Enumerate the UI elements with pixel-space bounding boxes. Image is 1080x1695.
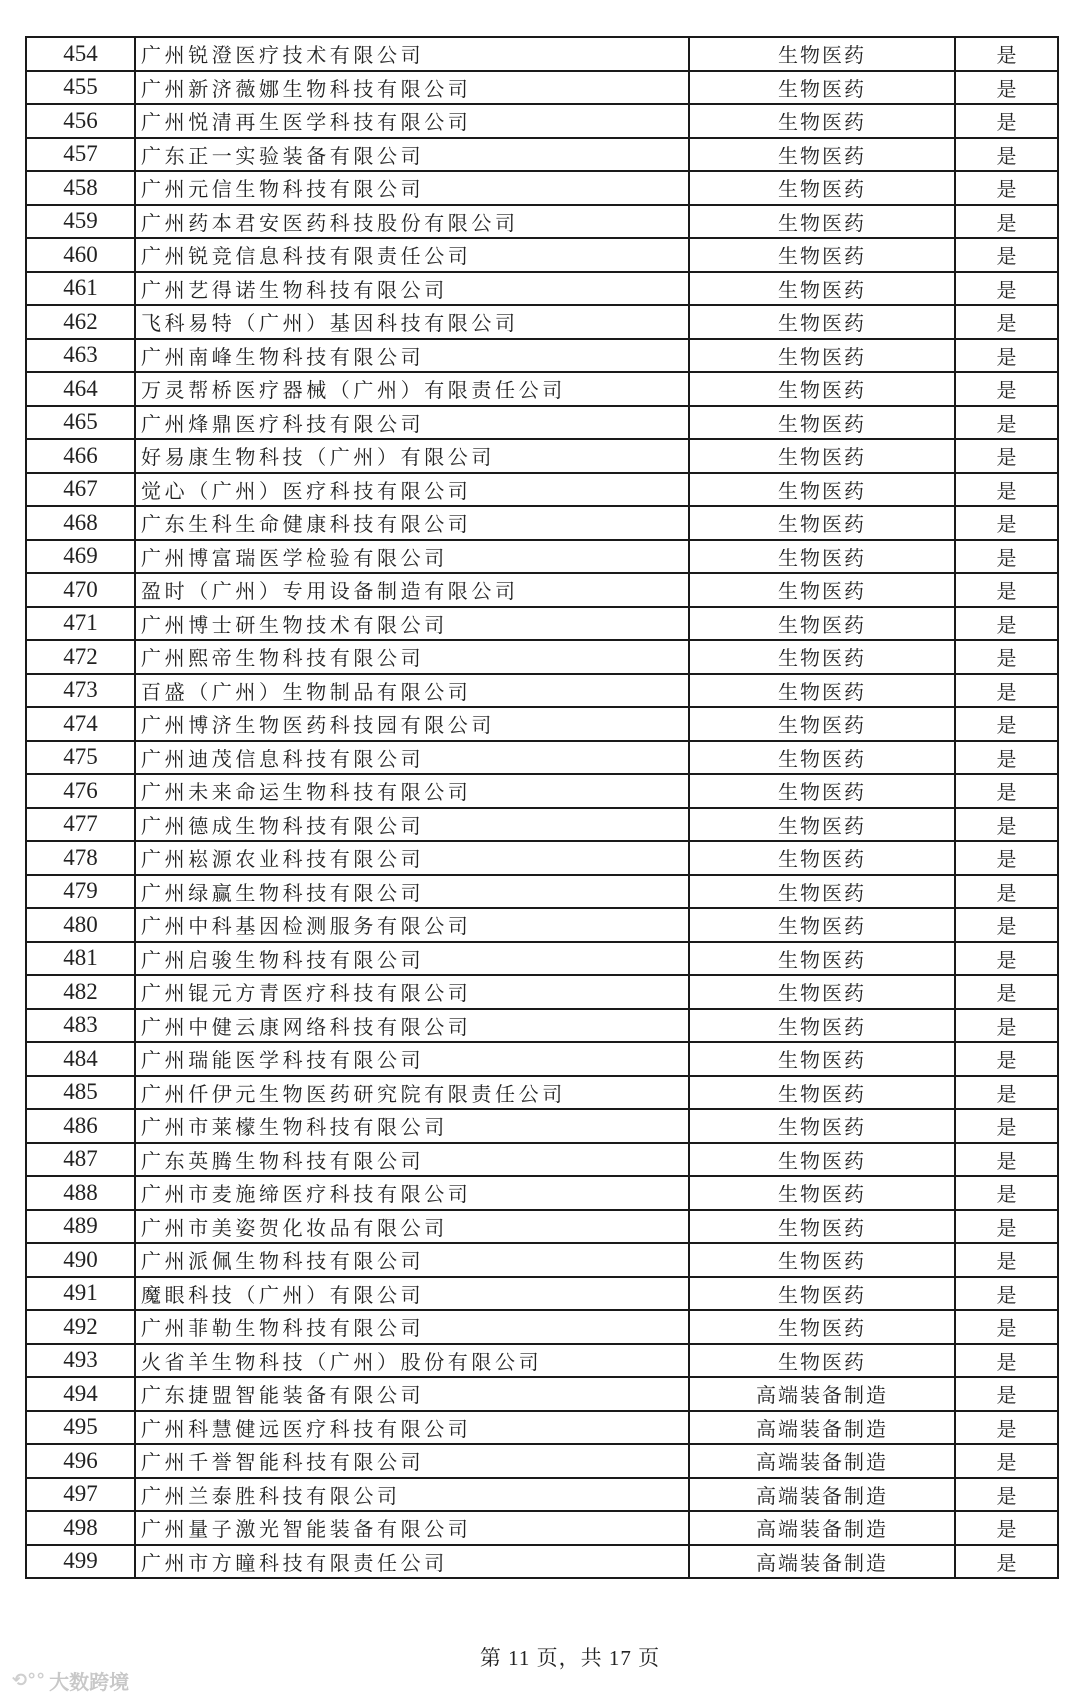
row-number: 464 <box>26 372 135 406</box>
qualified-flag: 是 <box>955 1377 1058 1411</box>
table-row <box>26 841 1058 875</box>
row-number: 486 <box>26 1109 135 1143</box>
industry-field: 生物医药 <box>689 205 955 239</box>
row-number: 457 <box>26 138 135 172</box>
industry-field: 生物医药 <box>689 473 955 507</box>
qualified-flag: 是 <box>955 71 1058 105</box>
qualified-flag: 是 <box>955 439 1058 473</box>
industry-field: 生物医药 <box>689 1210 955 1244</box>
table-row <box>26 339 1058 373</box>
qualified-flag: 是 <box>955 1344 1058 1378</box>
company-name: 广州瑞能医学科技有限公司 <box>135 1042 689 1076</box>
table-row <box>26 138 1058 172</box>
row-number: 454 <box>26 37 135 71</box>
company-name: 广州锐竞信息科技有限责任公司 <box>135 238 689 272</box>
company-name: 火省羊生物科技（广州）股份有限公司 <box>135 1344 689 1378</box>
qualified-flag: 是 <box>955 406 1058 440</box>
company-name: 广州艺得诺生物科技有限公司 <box>135 272 689 306</box>
table-row <box>26 674 1058 708</box>
qualified-flag: 是 <box>955 808 1058 842</box>
table-row <box>26 272 1058 306</box>
qualified-flag: 是 <box>955 1310 1058 1344</box>
row-number: 478 <box>26 841 135 875</box>
industry-field: 生物医药 <box>689 808 955 842</box>
table-row <box>26 908 1058 942</box>
qualified-flag: 是 <box>955 607 1058 641</box>
table-row <box>26 1243 1058 1277</box>
page-number: 第 11 页，共 17 页 <box>479 1646 661 1670</box>
company-name: 广州市莱檬生物科技有限公司 <box>135 1109 689 1143</box>
company-name: 广州悦清再生医学科技有限公司 <box>135 104 689 138</box>
company-name: 广州市方瞳科技有限责任公司 <box>135 1545 689 1579</box>
qualified-flag: 是 <box>955 171 1058 205</box>
table-row <box>26 205 1058 239</box>
row-number: 484 <box>26 1042 135 1076</box>
company-name: 广东生科生命健康科技有限公司 <box>135 506 689 540</box>
table-row <box>26 975 1058 1009</box>
table-row <box>26 1143 1058 1177</box>
row-number: 473 <box>26 674 135 708</box>
company-table <box>25 36 1059 1579</box>
qualified-flag: 是 <box>955 1511 1058 1545</box>
qualified-flag: 是 <box>955 942 1058 976</box>
qualified-flag: 是 <box>955 238 1058 272</box>
industry-field: 生物医药 <box>689 406 955 440</box>
table-row <box>26 406 1058 440</box>
industry-field: 高端装备制造 <box>689 1511 955 1545</box>
qualified-flag: 是 <box>955 1411 1058 1445</box>
industry-field: 生物医药 <box>689 339 955 373</box>
row-number: 474 <box>26 707 135 741</box>
qualified-flag: 是 <box>955 506 1058 540</box>
row-number: 480 <box>26 908 135 942</box>
row-number: 477 <box>26 808 135 842</box>
table-row <box>26 607 1058 641</box>
company-name: 广州锟元方青医疗科技有限公司 <box>135 975 689 1009</box>
company-name: 广州量子激光智能装备有限公司 <box>135 1511 689 1545</box>
qualified-flag: 是 <box>955 573 1058 607</box>
row-number: 482 <box>26 975 135 1009</box>
row-number: 455 <box>26 71 135 105</box>
company-name: 百盛（广州）生物制品有限公司 <box>135 674 689 708</box>
qualified-flag: 是 <box>955 473 1058 507</box>
qualified-flag: 是 <box>955 272 1058 306</box>
company-name: 魔眼科技（广州）有限公司 <box>135 1277 689 1311</box>
qualified-flag: 是 <box>955 540 1058 574</box>
table-row <box>26 171 1058 205</box>
logo-icon: ⟲°° <box>12 1670 46 1691</box>
industry-field: 生物医药 <box>689 640 955 674</box>
table-row <box>26 707 1058 741</box>
industry-field: 生物医药 <box>689 272 955 306</box>
industry-field: 高端装备制造 <box>689 1545 955 1579</box>
table-row <box>26 540 1058 574</box>
row-number: 466 <box>26 439 135 473</box>
company-name: 广州锐澄医疗技术有限公司 <box>135 37 689 71</box>
table-row <box>26 875 1058 909</box>
industry-field: 生物医药 <box>689 238 955 272</box>
qualified-flag: 是 <box>955 1176 1058 1210</box>
table-row <box>26 439 1058 473</box>
company-name: 觉心（广州）医疗科技有限公司 <box>135 473 689 507</box>
industry-field: 生物医药 <box>689 741 955 775</box>
qualified-flag: 是 <box>955 138 1058 172</box>
industry-field: 生物医药 <box>689 171 955 205</box>
industry-field: 生物医药 <box>689 908 955 942</box>
row-number: 488 <box>26 1176 135 1210</box>
industry-field: 生物医药 <box>689 1243 955 1277</box>
industry-field: 生物医药 <box>689 1277 955 1311</box>
row-number: 481 <box>26 942 135 976</box>
industry-field: 生物医药 <box>689 707 955 741</box>
table-row <box>26 305 1058 339</box>
table-row <box>26 774 1058 808</box>
watermark-text: 大数跨境 <box>49 1670 130 1694</box>
company-name: 广州德成生物科技有限公司 <box>135 808 689 842</box>
company-name: 广州市美姿贺化妆品有限公司 <box>135 1210 689 1244</box>
row-number: 493 <box>26 1344 135 1378</box>
table-row <box>26 71 1058 105</box>
row-number: 472 <box>26 640 135 674</box>
company-name: 广州中科基因检测服务有限公司 <box>135 908 689 942</box>
table-row <box>26 1310 1058 1344</box>
row-number: 499 <box>26 1545 135 1579</box>
industry-field: 生物医药 <box>689 1176 955 1210</box>
table-row <box>26 372 1058 406</box>
company-name: 飞科易特（广州）基因科技有限公司 <box>135 305 689 339</box>
company-name: 广州南峰生物科技有限公司 <box>135 339 689 373</box>
row-number: 461 <box>26 272 135 306</box>
row-number: 489 <box>26 1210 135 1244</box>
table-row <box>26 1411 1058 1445</box>
row-number: 490 <box>26 1243 135 1277</box>
qualified-flag: 是 <box>955 372 1058 406</box>
row-number: 471 <box>26 607 135 641</box>
row-number: 465 <box>26 406 135 440</box>
table-row <box>26 1109 1058 1143</box>
qualified-flag: 是 <box>955 1478 1058 1512</box>
company-name: 广州熙帝生物科技有限公司 <box>135 640 689 674</box>
industry-field: 生物医药 <box>689 37 955 71</box>
table-row <box>26 1009 1058 1043</box>
company-name: 广州烽鼎医疗科技有限公司 <box>135 406 689 440</box>
table-row <box>26 1076 1058 1110</box>
company-name: 广州博富瑞医学检验有限公司 <box>135 540 689 574</box>
qualified-flag: 是 <box>955 1009 1058 1043</box>
company-name: 广州启骏生物科技有限公司 <box>135 942 689 976</box>
table-row <box>26 506 1058 540</box>
qualified-flag: 是 <box>955 908 1058 942</box>
industry-field: 生物医药 <box>689 1143 955 1177</box>
row-number: 494 <box>26 1377 135 1411</box>
industry-field: 生物医药 <box>689 1009 955 1043</box>
industry-field: 高端装备制造 <box>689 1444 955 1478</box>
qualified-flag: 是 <box>955 1444 1058 1478</box>
industry-field: 生物医药 <box>689 540 955 574</box>
qualified-flag: 是 <box>955 774 1058 808</box>
row-number: 468 <box>26 506 135 540</box>
company-name: 广东正一实验装备有限公司 <box>135 138 689 172</box>
company-name: 盈时（广州）专用设备制造有限公司 <box>135 573 689 607</box>
table-row <box>26 1210 1058 1244</box>
row-number: 496 <box>26 1444 135 1478</box>
qualified-flag: 是 <box>955 707 1058 741</box>
qualified-flag: 是 <box>955 1210 1058 1244</box>
company-name: 广州菲勒生物科技有限公司 <box>135 1310 689 1344</box>
row-number: 475 <box>26 741 135 775</box>
table-row <box>26 1042 1058 1076</box>
industry-field: 生物医药 <box>689 1344 955 1378</box>
table-row <box>26 640 1058 674</box>
table-row <box>26 1545 1058 1579</box>
qualified-flag: 是 <box>955 1277 1058 1311</box>
row-number: 456 <box>26 104 135 138</box>
company-name: 广州未来命运生物科技有限公司 <box>135 774 689 808</box>
row-number: 458 <box>26 171 135 205</box>
industry-field: 高端装备制造 <box>689 1411 955 1445</box>
industry-field: 生物医药 <box>689 841 955 875</box>
row-number: 470 <box>26 573 135 607</box>
company-name: 好易康生物科技（广州）有限公司 <box>135 439 689 473</box>
industry-field: 高端装备制造 <box>689 1478 955 1512</box>
row-number: 460 <box>26 238 135 272</box>
qualified-flag: 是 <box>955 741 1058 775</box>
table-row <box>26 1377 1058 1411</box>
row-number: 469 <box>26 540 135 574</box>
table-row <box>26 741 1058 775</box>
table-row <box>26 1444 1058 1478</box>
company-name: 广州博济生物医药科技园有限公司 <box>135 707 689 741</box>
industry-field: 生物医药 <box>689 1042 955 1076</box>
qualified-flag: 是 <box>955 305 1058 339</box>
company-name: 广州迪茂信息科技有限公司 <box>135 741 689 775</box>
qualified-flag: 是 <box>955 1545 1058 1579</box>
qualified-flag: 是 <box>955 205 1058 239</box>
company-name: 广州新济薇娜生物科技有限公司 <box>135 71 689 105</box>
row-number: 497 <box>26 1478 135 1512</box>
row-number: 498 <box>26 1511 135 1545</box>
company-name: 广州中健云康网络科技有限公司 <box>135 1009 689 1043</box>
qualified-flag: 是 <box>955 104 1058 138</box>
industry-field: 生物医药 <box>689 71 955 105</box>
table-row <box>26 104 1058 138</box>
row-number: 492 <box>26 1310 135 1344</box>
company-name: 广州绿赢生物科技有限公司 <box>135 875 689 909</box>
qualified-flag: 是 <box>955 1143 1058 1177</box>
watermark <box>12 1666 129 1695</box>
table-row <box>26 1478 1058 1512</box>
industry-field: 生物医药 <box>689 372 955 406</box>
company-name: 广东英腾生物科技有限公司 <box>135 1143 689 1177</box>
row-number: 479 <box>26 875 135 909</box>
industry-field: 生物医药 <box>689 573 955 607</box>
qualified-flag: 是 <box>955 339 1058 373</box>
company-name: 广州元信生物科技有限公司 <box>135 171 689 205</box>
table-row <box>26 1277 1058 1311</box>
company-name: 广州仟伊元生物医药研究院有限责任公司 <box>135 1076 689 1110</box>
table-row <box>26 1344 1058 1378</box>
qualified-flag: 是 <box>955 841 1058 875</box>
company-name: 广州药本君安医药科技股份有限公司 <box>135 205 689 239</box>
industry-field: 生物医药 <box>689 1310 955 1344</box>
industry-field: 生物医药 <box>689 138 955 172</box>
qualified-flag: 是 <box>955 1109 1058 1143</box>
company-name: 广州派佩生物科技有限公司 <box>135 1243 689 1277</box>
industry-field: 生物医药 <box>689 774 955 808</box>
industry-field: 生物医药 <box>689 942 955 976</box>
industry-field: 生物医药 <box>689 439 955 473</box>
row-number: 467 <box>26 473 135 507</box>
industry-field: 生物医药 <box>689 104 955 138</box>
company-name: 万灵帮桥医疗器械（广州）有限责任公司 <box>135 372 689 406</box>
row-number: 483 <box>26 1009 135 1043</box>
industry-field: 高端装备制造 <box>689 1377 955 1411</box>
row-number: 459 <box>26 205 135 239</box>
table-row <box>26 37 1058 71</box>
qualified-flag: 是 <box>955 975 1058 1009</box>
row-number: 463 <box>26 339 135 373</box>
row-number: 476 <box>26 774 135 808</box>
qualified-flag: 是 <box>955 1243 1058 1277</box>
industry-field: 生物医药 <box>689 607 955 641</box>
table-row <box>26 1176 1058 1210</box>
row-number: 491 <box>26 1277 135 1311</box>
qualified-flag: 是 <box>955 1076 1058 1110</box>
industry-field: 生物医药 <box>689 305 955 339</box>
qualified-flag: 是 <box>955 37 1058 71</box>
qualified-flag: 是 <box>955 674 1058 708</box>
industry-field: 生物医药 <box>689 1076 955 1110</box>
table-row <box>26 942 1058 976</box>
row-number: 485 <box>26 1076 135 1110</box>
company-name: 广州市麦施缔医疗科技有限公司 <box>135 1176 689 1210</box>
table-row <box>26 573 1058 607</box>
qualified-flag: 是 <box>955 640 1058 674</box>
industry-field: 生物医药 <box>689 506 955 540</box>
company-name: 广州崧源农业科技有限公司 <box>135 841 689 875</box>
industry-field: 生物医药 <box>689 875 955 909</box>
company-name: 广州兰泰胜科技有限公司 <box>135 1478 689 1512</box>
company-name: 广州博士研生物技术有限公司 <box>135 607 689 641</box>
row-number: 487 <box>26 1143 135 1177</box>
table-row <box>26 1511 1058 1545</box>
table-row <box>26 808 1058 842</box>
industry-field: 生物医药 <box>689 674 955 708</box>
table-row <box>26 473 1058 507</box>
row-number: 495 <box>26 1411 135 1445</box>
industry-field: 生物医药 <box>689 1109 955 1143</box>
company-name: 广东捷盟智能装备有限公司 <box>135 1377 689 1411</box>
row-number: 462 <box>26 305 135 339</box>
company-name: 广州千誉智能科技有限公司 <box>135 1444 689 1478</box>
qualified-flag: 是 <box>955 1042 1058 1076</box>
table-row <box>26 238 1058 272</box>
company-name: 广州科慧健远医疗科技有限公司 <box>135 1411 689 1445</box>
qualified-flag: 是 <box>955 875 1058 909</box>
industry-field: 生物医药 <box>689 975 955 1009</box>
